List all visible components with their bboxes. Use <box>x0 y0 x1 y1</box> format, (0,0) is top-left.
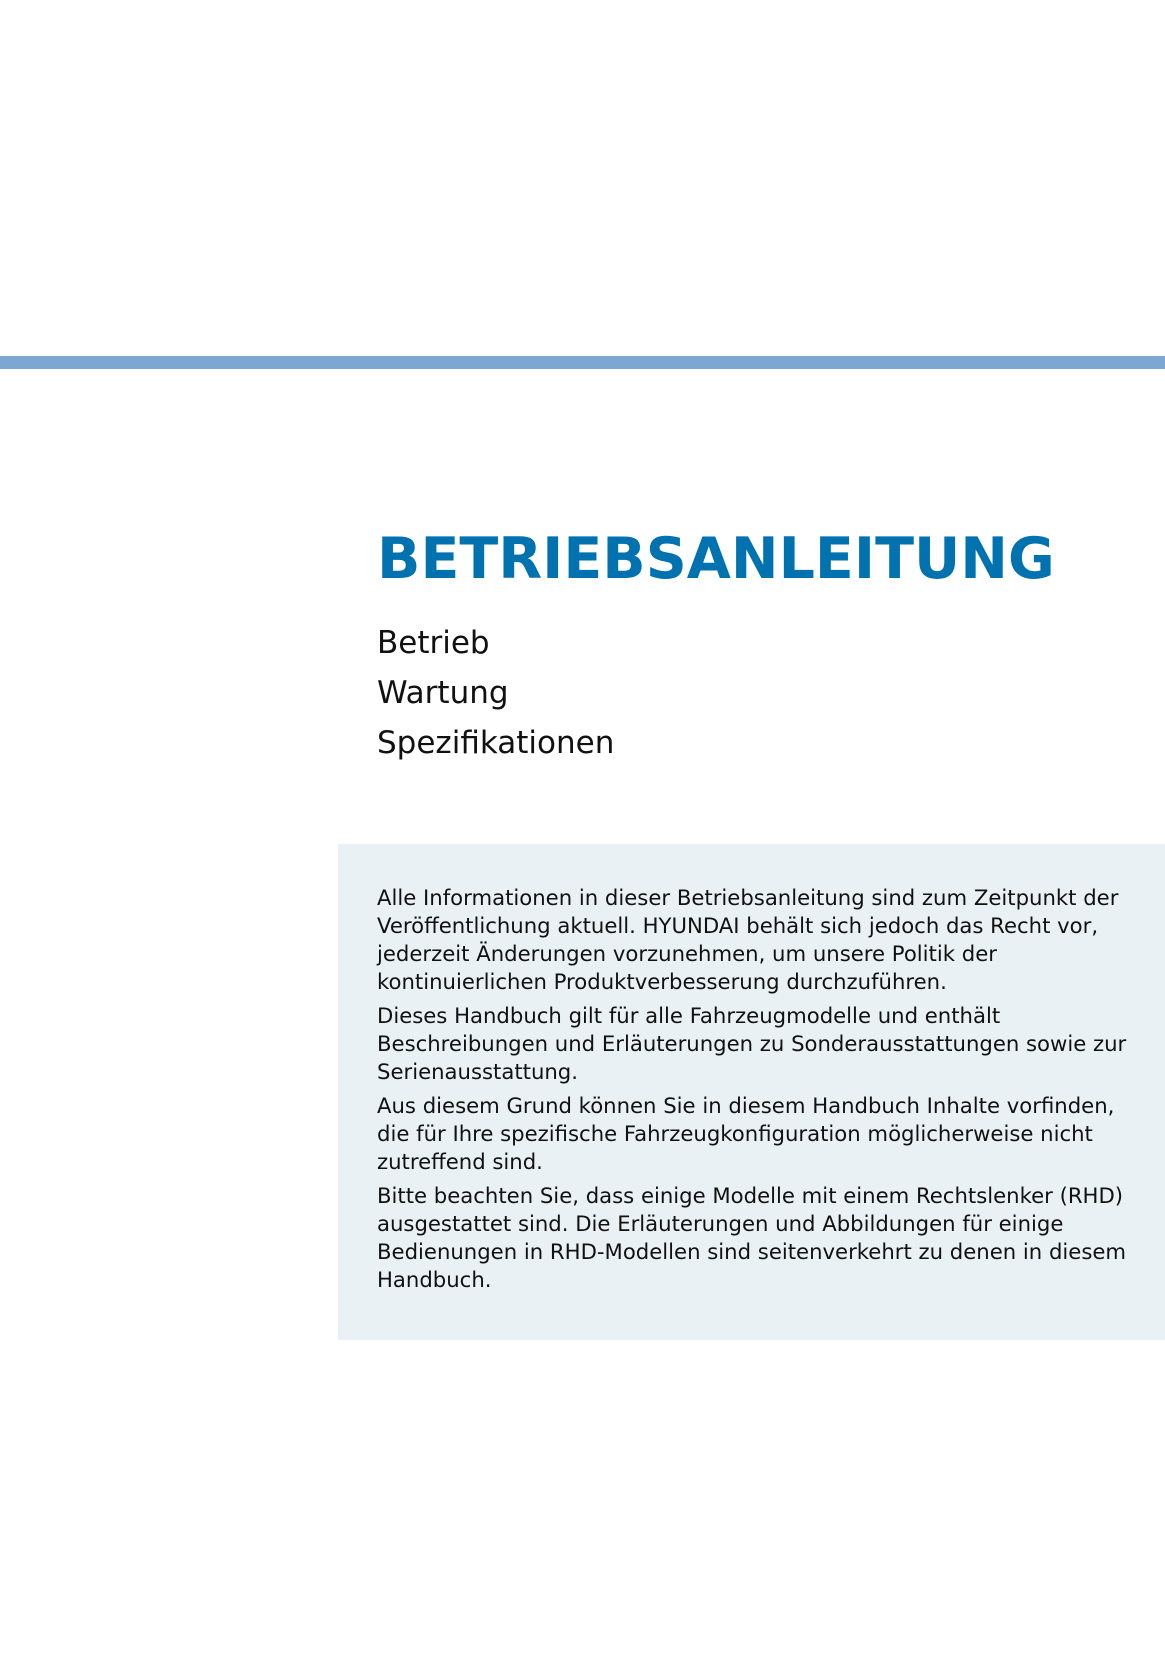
notice-paragraph-3: Aus diesem Grund können Sie in diesem Handbuch Inhalte vorfinden, die für Ihre spezifische Fahrzeugkonfiguration möglicherweise nicht zutreffend sind. <box>377 1093 1115 1174</box>
document-title: BETRIEBSANLEITUNG <box>377 526 1055 592</box>
notice-box <box>338 844 1165 1340</box>
top-divider-bar <box>0 356 1165 369</box>
subtitle-maintenance: Wartung <box>377 675 509 711</box>
subtitle-operation: Betrieb <box>377 625 490 661</box>
notice-paragraph-4: Bitte beachten Sie, dass einige Modelle mit einem Rechtslenker (RHD) ausgestattet sind. Die Erläuterungen und Abbildungen für einige Bedienungen in RHD-Modellen sind seitenverkehrt zu denen in diesem Handbuch. <box>377 1183 1127 1292</box>
subtitle-list <box>377 618 614 768</box>
notice-paragraph-1: Alle Informationen in dieser Betriebsanleitung sind zum Zeitpunkt der Veröffentlichung aktuell. HYUNDAI behält sich jedoch das Recht vor, jederzeit Änderungen vorzunehmen, um unsere Politik der kontinuierlichen Produktverbesserung durchzuführen. <box>377 885 1119 994</box>
subtitle-specifications: Spezifikationen <box>377 725 615 761</box>
notice-paragraph-2: Dieses Handbuch gilt für alle Fahrzeugmodelle und enthält Beschreibungen und Erläuterungen zu Sonderausstattungen sowie zur Serienausstattung. <box>377 1003 1127 1084</box>
